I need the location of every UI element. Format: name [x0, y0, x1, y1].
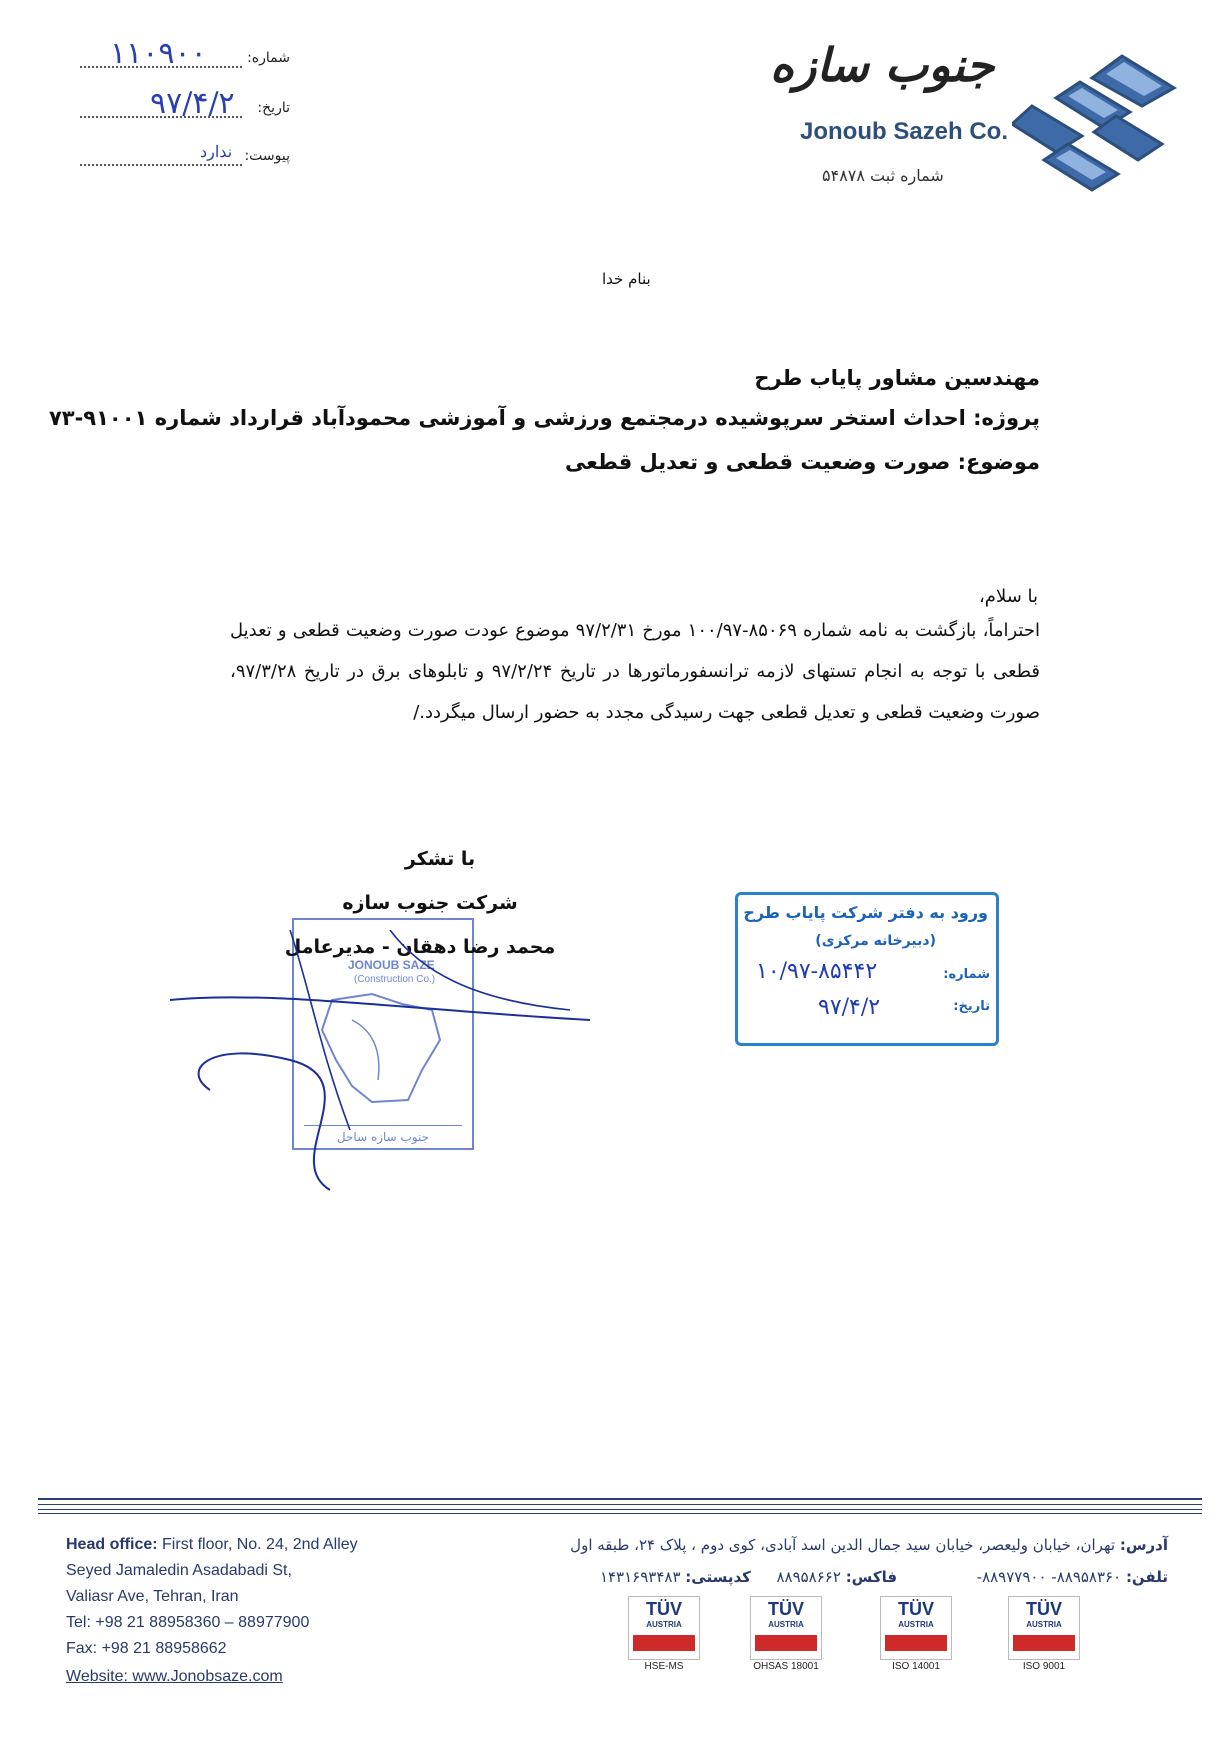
head-office-line2: Seyed Jamaledin Asadabadi St,	[66, 1562, 292, 1579]
cert-name: ISO 14001	[892, 1661, 940, 1672]
phone-fa-label: تلفن:	[1125, 1568, 1168, 1586]
company-logo-icon	[1012, 48, 1182, 198]
head-office-line1	[66, 1536, 358, 1554]
subject-line: موضوع: صورت وضعیت قطعی و تعدیل قطعی	[564, 450, 1040, 474]
reference-attachment-label: پیوست:	[244, 148, 290, 164]
entry-stamp-subtitle: (دبیرخانه مرکزی)	[815, 933, 936, 949]
entry-stamp-number-value: ۱۰/۹۷-۸۵۴۴۲	[756, 959, 878, 984]
cert-badge-iso9001: TÜV AUSTRIA ISO 9001	[1008, 1596, 1080, 1672]
entry-stamp-date-value: ۹۷/۴/۲	[818, 995, 881, 1020]
reference-date-row	[70, 86, 290, 122]
fax-fa: ۸۸۹۵۸۶۶۲	[776, 1568, 841, 1586]
entry-stamp-number-label: شماره:	[943, 967, 990, 982]
reference-date-value: ۹۷/۴/۲	[150, 86, 235, 121]
letter-body: احتراماً، بازگشت به نامه شماره ۸۵۰۶۹-۱۰۰/۹۷ مورخ ۹۷/۲/۳۱ موضوع عودت صورت وضعیت قطعی و تعدیل قطعی با توجه به انجام تستهای لازمه ترانسفورماتورها در تاریخ ۹۷/۲/۲۴ و تابلوهای برق در تاریخ ۹۷/۳/۲۸، صورت وضعیت قطعی و تعدیل قطعی جهت رسیدگی مجدد به حضور ارسال میگردد./	[230, 620, 1041, 723]
address-fa-row	[570, 1536, 1168, 1554]
entry-stamp-title: ورود به دفتر شرکت پایاب طرح	[743, 903, 988, 922]
invocation: بنام خدا	[602, 270, 651, 288]
reference-attachment-row	[70, 140, 290, 170]
postal-fa: ۱۴۳۱۶۹۳۴۸۳	[599, 1568, 681, 1586]
cert-badge-ohsas: TÜV AUSTRIA OHSAS 18001	[750, 1596, 822, 1672]
cert-name: OHSAS 18001	[753, 1661, 819, 1672]
footer-fax: Fax: +98 21 88958662	[66, 1640, 227, 1657]
recipient: مهندسین مشاور پایاب طرح	[754, 366, 1040, 390]
reference-number-label: شماره:	[247, 50, 290, 66]
cert-badge-iso14001: TÜV AUSTRIA ISO 14001	[880, 1596, 952, 1672]
reference-date-label: تاریخ:	[257, 100, 290, 116]
fax-fa-label: فاکس:	[845, 1568, 898, 1586]
signer: محمد رضا دهقان - مدیرعامل	[284, 936, 556, 958]
signature-scribble-icon	[170, 930, 610, 1200]
company-name-en: Jonoub Sazeh Co.	[800, 118, 1009, 145]
company-name-fa: جنوب سازه	[770, 38, 995, 92]
project-line: پروژه: احداث استخر سرپوشیده درمجتمع ورزشی و آموزشی محمودآباد قرارداد شماره ۹۱۰۰۱-۷۳	[48, 406, 1040, 430]
company-stamp-title: JONOUB SAZE	[348, 958, 435, 972]
cert-name: ISO 9001	[1022, 1661, 1066, 1672]
company-stamp-bottom-text: جنوب سازه ساحل	[304, 1125, 462, 1144]
head-office-label: Head office:	[66, 1536, 158, 1553]
contact-fa-row	[600, 1568, 1168, 1586]
entry-stamp-date-label: تاریخ:	[953, 999, 990, 1014]
head-office-address-1: First floor, No. 24, 2nd Alley	[162, 1536, 358, 1553]
registration-number: شماره ثبت ۵۴۸۷۸	[822, 166, 944, 185]
greeting: با سلام،	[979, 586, 1038, 607]
phone-fa: ۸۸۹۵۸۳۶۰- ۸۸۹۷۷۹۰۰-	[976, 1568, 1122, 1586]
signature-company: شرکت جنوب سازه	[342, 892, 518, 914]
reference-number-row	[70, 36, 290, 72]
address-fa: تهران، خیابان ولیعصر، خیابان سید جمال الدین اسد آبادی، کوی دوم ، پلاک ۲۴، طبقه اول	[570, 1536, 1116, 1554]
footer-tel: Tel: +98 21 88958360 – 88977900	[66, 1614, 310, 1631]
head-office-line3: Valiasr Ave, Tehran, Iran	[66, 1588, 239, 1605]
postal-fa-label: کدپستی:	[685, 1568, 751, 1586]
thanks: با تشکر	[404, 848, 476, 870]
cert-badge-hse: TÜV AUSTRIA HSE-MS	[628, 1596, 700, 1672]
reference-attachment-value: ندارد	[200, 142, 233, 161]
entry-stamp	[735, 892, 999, 1046]
footer-website[interactable]: Website: www.Jonobsaze.com	[66, 1668, 283, 1685]
address-fa-label: آدرس:	[1119, 1536, 1168, 1554]
cert-name: HSE-MS	[644, 1661, 684, 1672]
reference-number-value: ۱۱۰۹۰۰	[110, 36, 207, 71]
company-stamp-subtitle: (Construction Co.)	[354, 974, 436, 985]
